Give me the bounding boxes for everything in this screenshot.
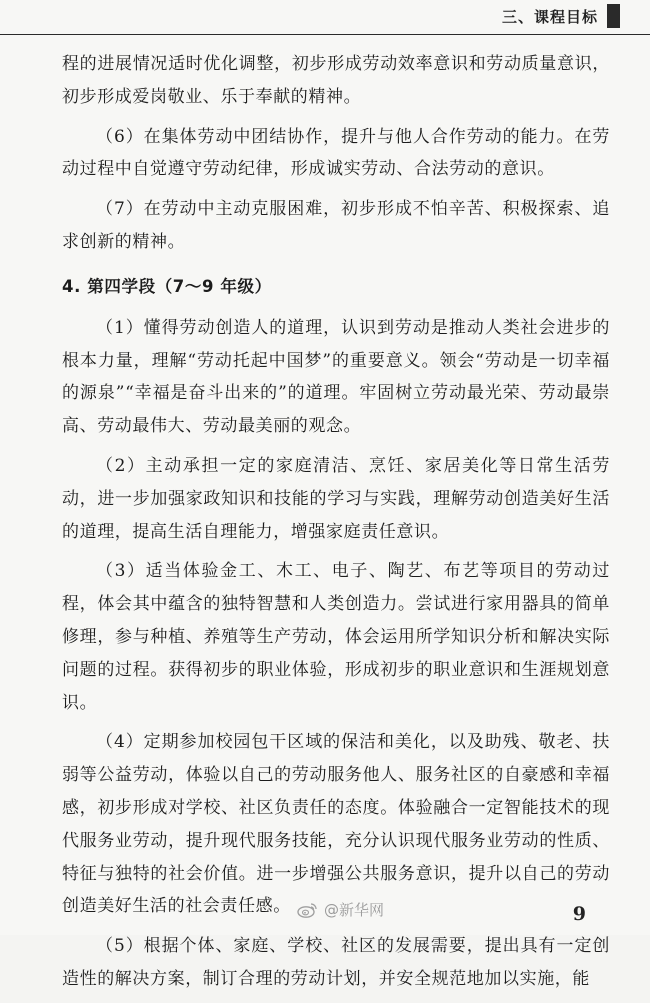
stage4-item-3: （3）适当体验金工、木工、电子、陶艺、布艺等项目的劳动过程，体会其中蕴含的独特智慧和人类创造力。尝试进行家用器具的简单修理，参与种植、养殖等生产劳动，体会运用所学知识分析和解决实际问题的过程。获得初步的职业体验，形成初步的职业意识和生涯规划意识。 [62,561,610,713]
stage4-item-1: （1）懂得劳动创造人的道理，认识到劳动是推动人类社会进步的根本力量，理解“劳动托起中国梦”的重要意义。领会“劳动是一切幸福的源泉”“幸福是奋斗出来的”的道理。牢固树立劳动最光荣、劳动最崇高、劳动最伟大、劳动最美丽的观念。 [62,317,610,437]
paragraph-item-7: （7）在劳动中主动克服困难，初步形成不怕辛苦、积极探索、追求创新的精神。 [62,199,610,252]
paragraph-item-6: （6）在集体劳动中团结协作，提升与他人合作劳动的能力。在劳动过程中自觉遵守劳动纪律，形成诚实劳动、合法劳动的意识。 [62,126,610,180]
header-section-title: 三、课程目标 [501,8,598,26]
watermark-text: @新华网 [324,901,385,919]
weibo-icon [297,901,319,918]
stage4-item-4: （4）定期参加校园包干区域的保洁和美化，以及助残、敬老、扶弱等公益劳动，体验以自己的劳动服务他人、服务社区的自豪感和幸福感，初步形成对学校、社区负责任的态度。体验融合一定智能技术的现代服务业劳动，提升现代服务技能，充分认识现代服务业劳动的性质、特征与独特的社会价值。进一步增强公共服务意识，提升以自己的劳动创造美好生活的社会责任感。 [62,732,610,917]
paragraph-continuation: 程的进展情况适时优化调整，初步形成劳动效率意识和劳动质量意识，初步形成爱岗敬业、乐于奉献的精神。 [62,54,610,107]
stage4-item-5: （5）根据个体、家庭、学校、社区的发展需要，提出具有一定创造性的解决方案，制订合理的劳动计划，并安全规范地加以实施，能 [62,936,610,989]
stage4-item-2: （2）主动承担一定的家庭清洁、烹饪、家居美化等日常生活劳动，进一步加强家政知识和技能的学习与实践，理解劳动创造美好生活的道理，提高生活自理能力，增强家庭责任意识。 [62,455,610,542]
watermark [297,899,384,920]
running-header [0,0,650,35]
section-heading: 4. 第四学段（7～9 年级） [62,276,272,296]
header-bar-mark [607,4,620,28]
page-number: 9 [572,903,586,925]
page-body [62,48,610,1003]
